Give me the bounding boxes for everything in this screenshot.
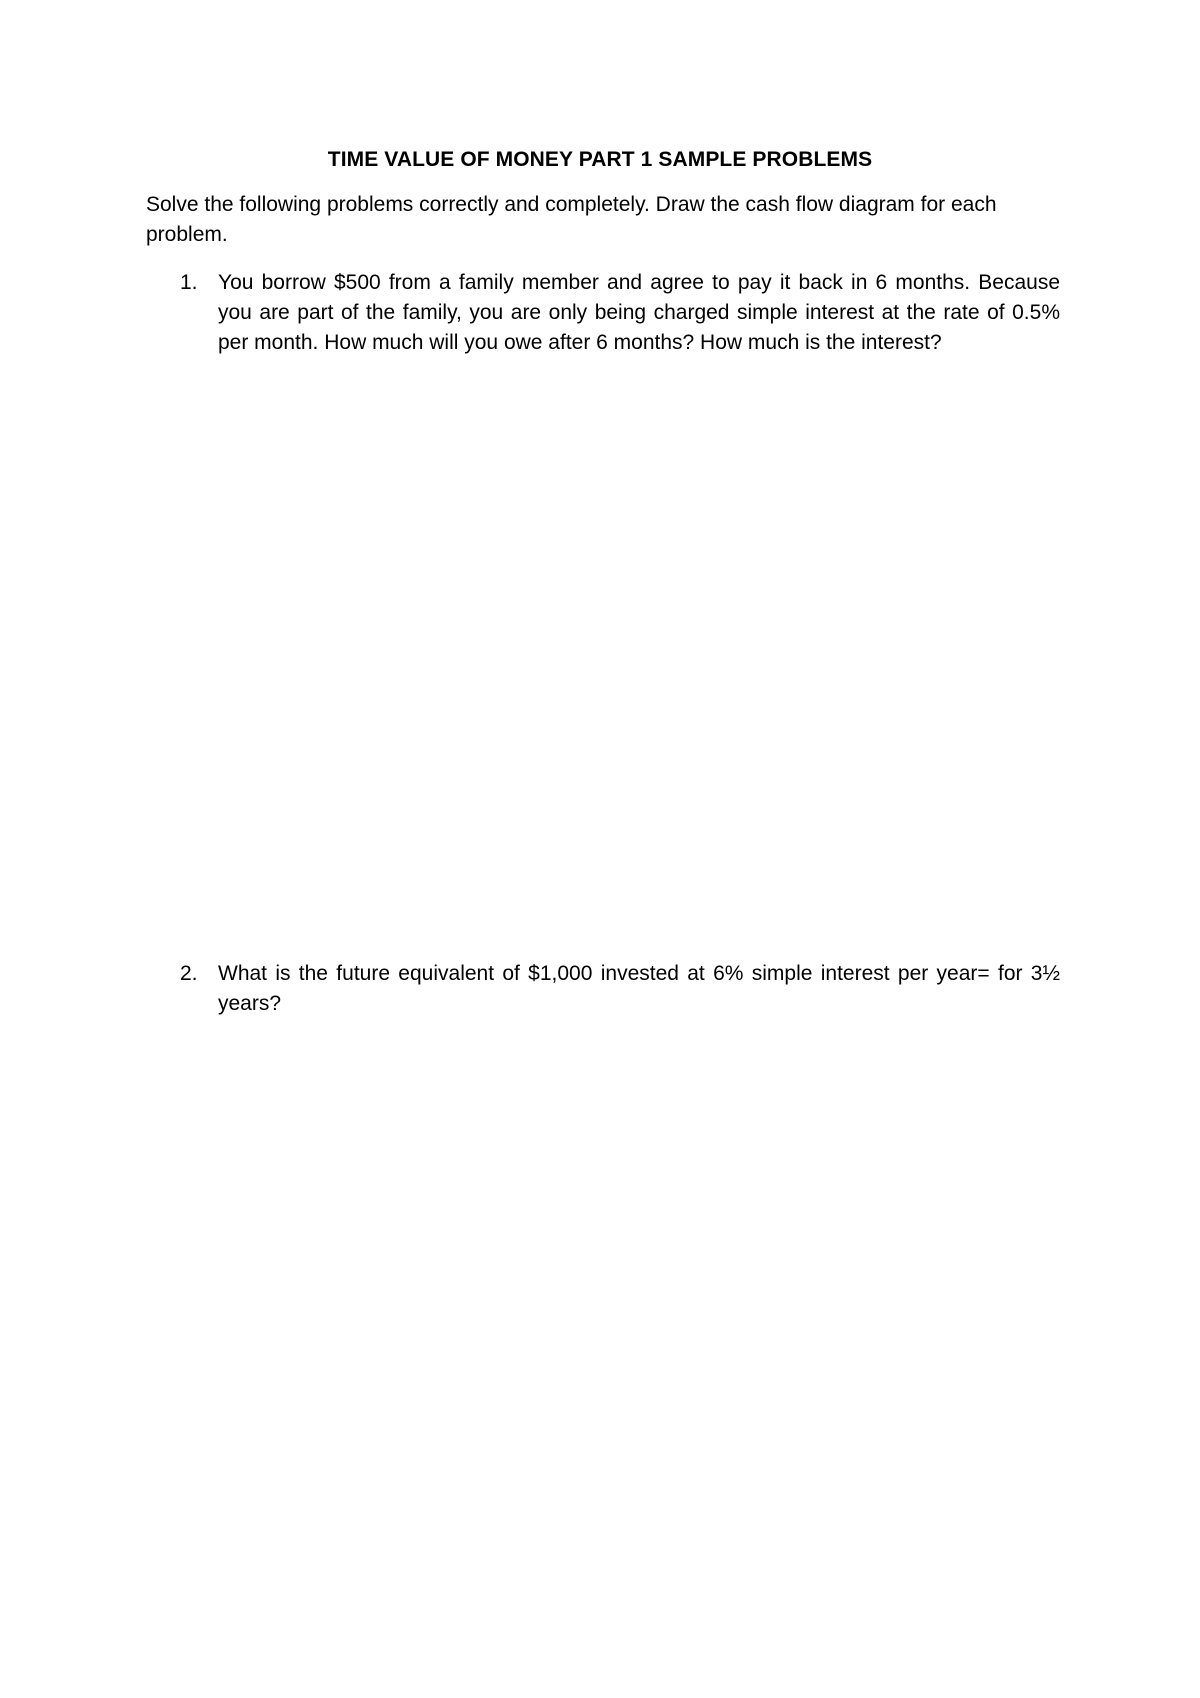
instructions-paragraph: Solve the following problems correctly and completely. Draw the cash flow diagram for each problem.	[146, 193, 997, 246]
problem-number: 2.	[180, 962, 198, 985]
page-title: TIME VALUE OF MONEY PART 1 SAMPLE PROBLEMS	[327, 148, 873, 171]
problem-text: You borrow $500 from a family member and agree to pay it back in 6 months. Because you are part of the family, you are only being charged simple interest at the rate of 0.5% per month. How much will you owe after 6 months? How much is the interest?	[218, 271, 1060, 354]
problem-number: 1.	[180, 271, 198, 294]
problem-text: What is the future equivalent of $1,000 invested at 6% simple interest per year= for 3½ years?	[218, 962, 1060, 1015]
